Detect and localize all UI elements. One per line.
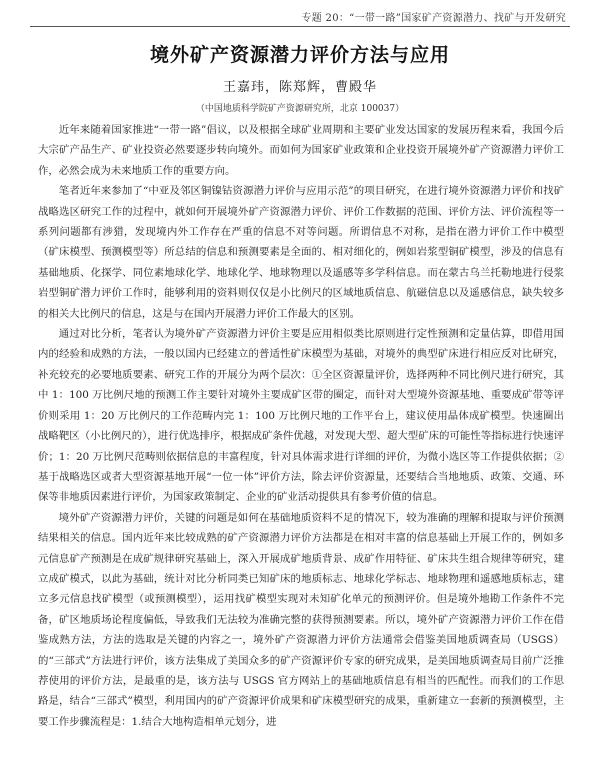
running-header: 专题 20：“一带一路”国家矿产资源潜力、找矿与开发研究 (301, 13, 566, 24)
paper-affiliation: （中国地质科学院矿产资源研究所，北京 100037） (195, 104, 405, 114)
paper-authors: 王嘉玮，陈郑辉，曹殿华 (222, 80, 377, 95)
paragraph-3: 通过对比分析，笔者认为境外矿产资源潜力评价主要是应用相似类比原则进行定性预测和定量估算，即借用国内的经验和成熟的方法，一般以国内已经建立的普适性矿床模型为基础，对境外的典型矿床进行相应反对比研究，补充较充的必要地质要素、研究工作的开展分为两个层次：①全区资源量评价，选择两种不同比例尺进行研究，其中 1：100 万比例尺地的预测工作主要针对境外主要成矿区带的圈定，而针对大型境外资源基地、重要成矿带等评价则采用 1：20 万比例尺的工作范畴内完 1：100 万比例尺地的工作平台上，建议使用晶体成矿模型。快速圈出战略靶区（小比例尺的），进行优选排序，根据成矿条件优越，对发现大型、超大型矿床的可能性等指标进行快速评价；1：20 万比例尺范畴则依据信息的丰富程度，针对具体需求进行详细的评价，为微小选区等工作提供依据；②基于战略选区或者大型资源基地开展“一位一体”评价方法，除去评价资源量，还要结合当地地质、政策、交通、环保等非地质因素进行评价，为国家政策制定、企业的矿业活动提供具有参考价值的信息。 (38, 328, 564, 504)
paragraph-2: 笔者近年来参加了“中亚及邻区铜镍钴资源潜力评价与应用示范”的项目研究，在进行境外资源潜力评价和找矿战略选区研究工作的过程中，就如何开展境外矿产资源潜力评价、评价工作数据的范围、评价方法、评价流程等一系列问题都有涉猎，发现境内外工作存在严重的信息不对等问题。所谓信息不对称，是指在潜力评价工作中模型（矿床模型、预测模型等）所总结的信息和预测要素是全面的、相对细化的，例如岩浆型铜矿模型，涉及的信息有基础地质、化探学、同位素地球化学、地球化学、地球物理以及遥感等多学科信息。而在蒙古乌兰托勒地进行侵浆岩型铜矿潜力评价工作时，能够利用的资料则仅仅是小比例尺的区域地质信息、航磁信息以及遥感信息，缺失较多的相关大比例尺的信息，这是与在国内开展潜力评价工作最大的区别。 (38, 185, 564, 320)
paragraph-4: 境外矿产资源潜力评价，关键的问题是如何在基础地质资料不足的情况下，较为准确的理解和提取与评价预测结果相关的信息。国内近年来比较成熟的矿产资源潜力评价方法都是在相对丰富的信息基础上开展工作的，例如多元信息矿产预测是在成矿规律研究基础上，深入开展成矿地质背景、成矿作用特征、矿床共生组合规律等研究，建立成矿模式，以此为基础，统计对比分析同类已知矿床的地质标志、地球化学标志、地球物理和遥感地质标志，建立多元信息找矿模型（或预测模型），运用找矿模型实现对未知矿化单元的预测评价。但是境外地勘工作条件不完备，矿区地质场论程度偏低，导致我们无法较为准确完整的获得预测要素。所以，境外矿产资源潜力评价工作在借鉴成熟方法，方法的选取是关键的内容之一，境外矿产资源潜力评价方法通常会借鉴美国地质调查局（USGS）的“三部式”方法进行评价，该方法集成了美国众多的矿产资源评价专家的研究成果，是美国地质调查局目前广泛推荐使用的评价方法，是最重的是，该方法与 USGS 官方网站上的基础地质信息有相当的匹配性。而我们的工作思路是，结合“三部式”模型，利用国内的矿产资源评价成果和矿床模型研究的成果，重新建立一套新的预测模型，主要工作步骤流程是：1.结合大地构造相单元划分，进 (38, 511, 564, 728)
paper-title: 境外矿产资源潜力评价方法与应用 (149, 44, 450, 66)
paragraph-1: 近年来随着国家推进“一带一路”倡议，以及根据全球矿业周期和主要矿业发达国家的发展历程来看，我国今后大宗矿产品生产、矿业投资必然要逐步转向境外。而如何为国家矿业政策和企业投资开展境外矿产资源潜力评价工作，必然会成为未来地质工作的重要方向。 (38, 124, 564, 177)
body-text (38, 120, 564, 732)
header-rule (30, 26, 570, 27)
